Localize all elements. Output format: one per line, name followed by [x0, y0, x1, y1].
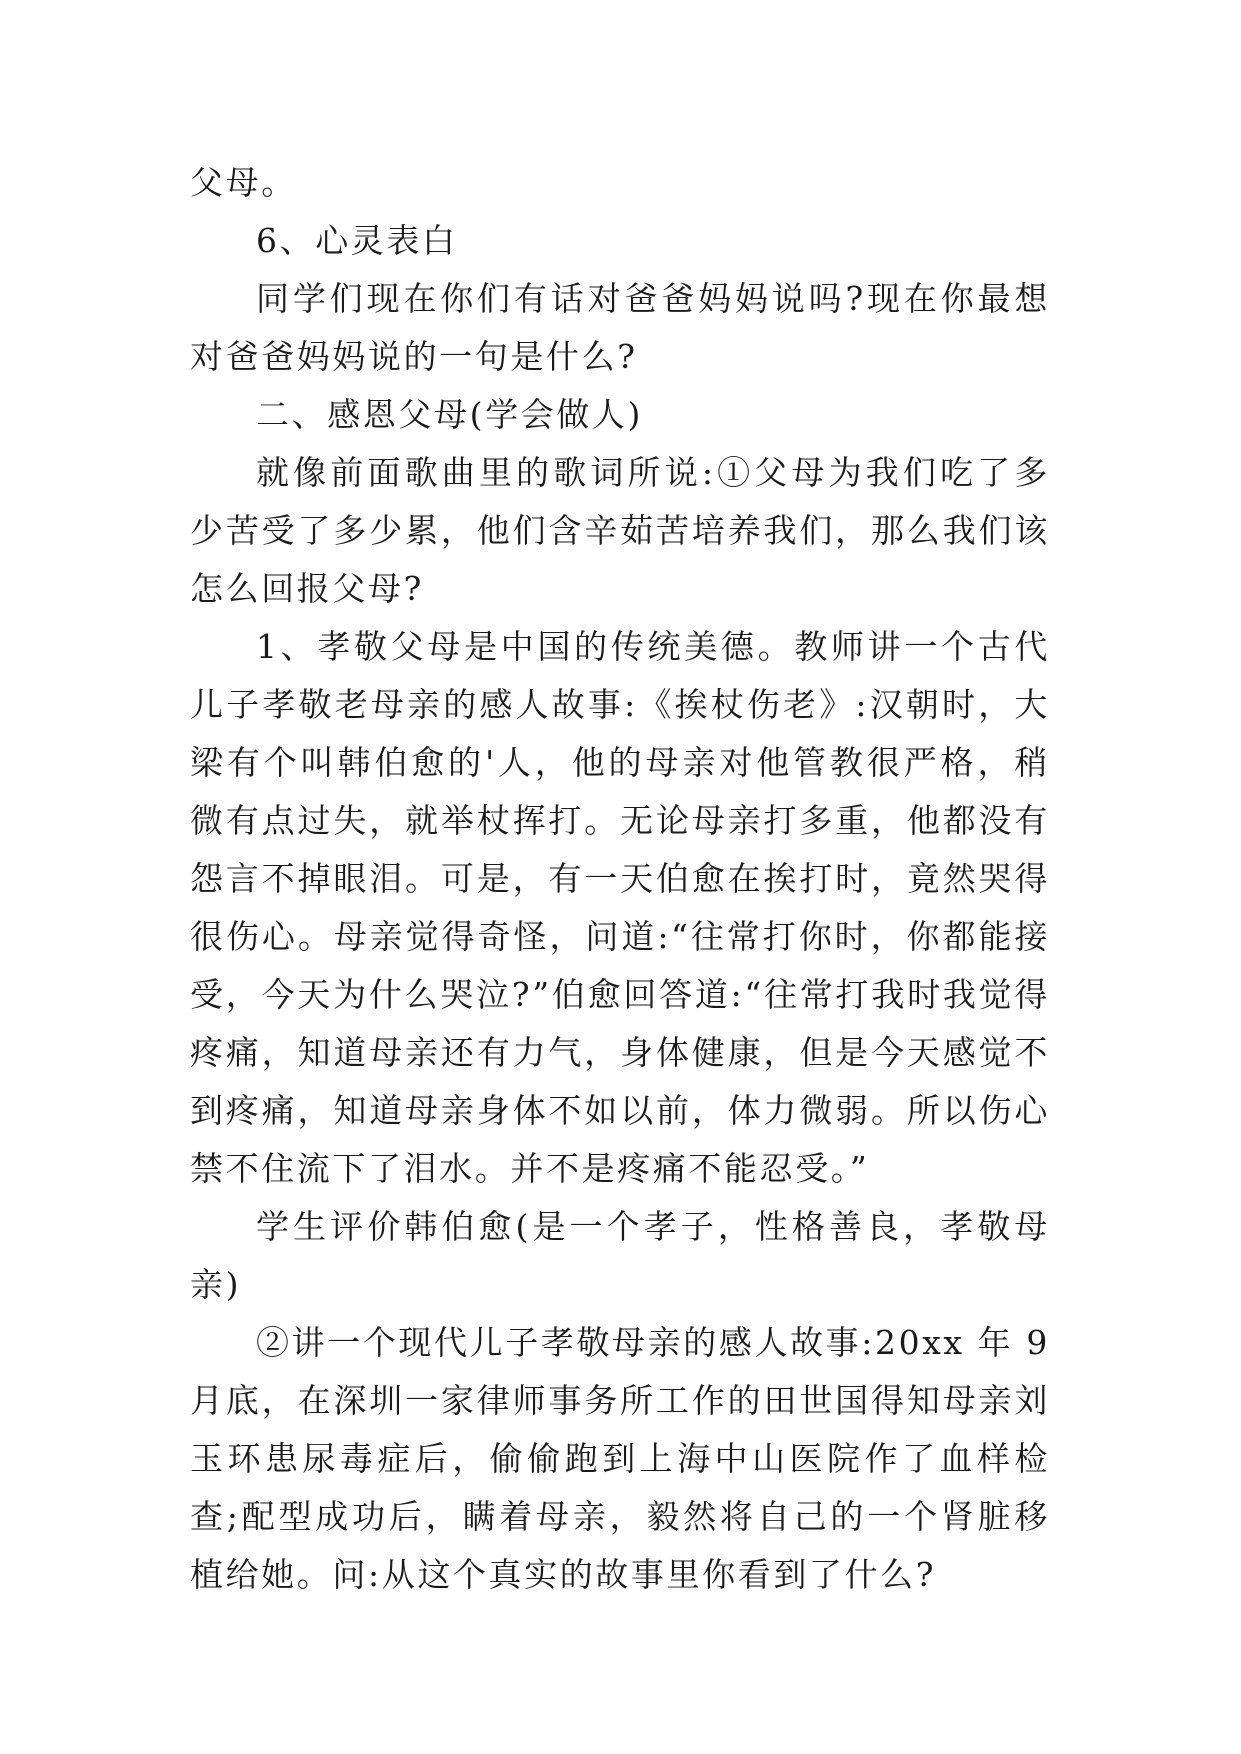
paragraph-question: 同学们现在你们有话对爸爸妈妈说吗?现在你最想对爸爸妈妈说的一句是什么? — [190, 279, 1050, 376]
paragraph-evaluation: 学生评价韩伯愈(是一个孝子，性格善良，孝敬母亲) — [190, 1207, 1050, 1304]
paragraph-modern-story: ②讲一个现代儿子孝敬母亲的感人故事:20xx 年 9 月底，在深圳一家律师事务所工作的田世国得知母亲刘玉环患尿毒症后，偷偷跑到上海中山医院作了血样检查;配型成功后，瞒着母亲，毅然将自己的一个肾脏移植给她。问:从这个真实的故事里你看到了什么? — [190, 1323, 1050, 1594]
section-heading-gratitude: 二、感恩父母(学会做人) — [256, 395, 643, 434]
section-heading-heart-confession: 6、心灵表白 — [256, 221, 458, 260]
paragraph-continuation: 父母。 — [190, 163, 297, 202]
paragraph-lyrics: 就像前面歌曲里的歌词所说:①父母为我们吃了多少苦受了多少累，他们含辛茹苦培养我们，那么我们该怎么回报父母? — [190, 453, 1050, 608]
paragraph-ancient-story: 1、孝敬父母是中国的传统美德。教师讲一个古代儿子孝敬老母亲的感人故事:《挨杖伤老》:汉朝时，大梁有个叫韩伯愈的'人，他的母亲对他管教很严格，稍微有点过失，就举杖挥打。无论母亲打多重，他都没有怨言不掉眼泪。可是，有一天伯愈在挨打时，竟然哭得很伤心。母亲觉得奇怪，问道:“往常打你时，你都能接受，今天为什么哭泣?”伯愈回答道:“往常打我时我觉得疼痛，知道母亲还有力气，身体健康，但是今天感觉不到疼痛，知道母亲身体不如以前，体力微弱。所以伤心禁不住流下了泪水。并不是疼痛不能忍受。” — [190, 627, 1050, 1188]
document-body — [190, 154, 1050, 1604]
